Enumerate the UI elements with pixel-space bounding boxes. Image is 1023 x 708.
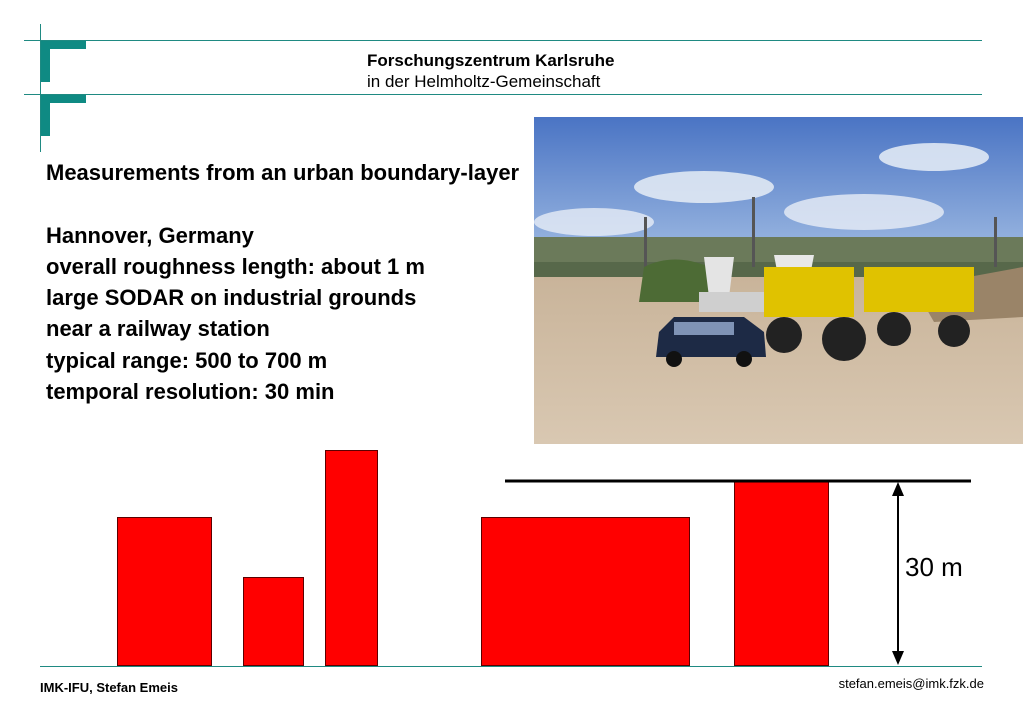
building-1: [117, 517, 212, 666]
building-2: [243, 577, 304, 666]
blank-line: [46, 188, 519, 219]
detail-roughness: overall roughness length: about 1 m: [46, 253, 425, 279]
detail-sodar: large SODAR on industrial grounds: [46, 285, 417, 311]
detail-range: typical range: 500 to 700 m: [46, 347, 328, 373]
footer-email[interactable]: stefan.emeis@imk.fzk.de: [838, 676, 984, 691]
slide-title: Measurements from an urban boundary-layer: [46, 160, 520, 185]
footer-author: IMK-IFU, Stefan Emeis: [40, 680, 178, 695]
building-3: [325, 450, 378, 666]
building-5: [734, 481, 829, 666]
header-rule-top: [24, 40, 982, 41]
header: [367, 50, 615, 92]
organization-affiliation: in der Helmholtz-Gemeinschaft: [367, 72, 601, 91]
detail-location: Hannover, Germany: [46, 222, 254, 248]
detail-resolution: temporal resolution: 30 min: [46, 379, 335, 405]
height-arrow-icon: [892, 482, 904, 665]
building-4: [481, 517, 690, 666]
site-photo: [534, 117, 1023, 444]
footer-rule: [40, 666, 982, 667]
height-label: 30 m: [905, 552, 963, 582]
slide-content: [46, 157, 519, 407]
organization-name: Forschungszentrum Karlsruhe: [367, 51, 615, 70]
detail-railway: near a railway station: [46, 316, 270, 342]
header-rule-bottom: [24, 94, 982, 95]
